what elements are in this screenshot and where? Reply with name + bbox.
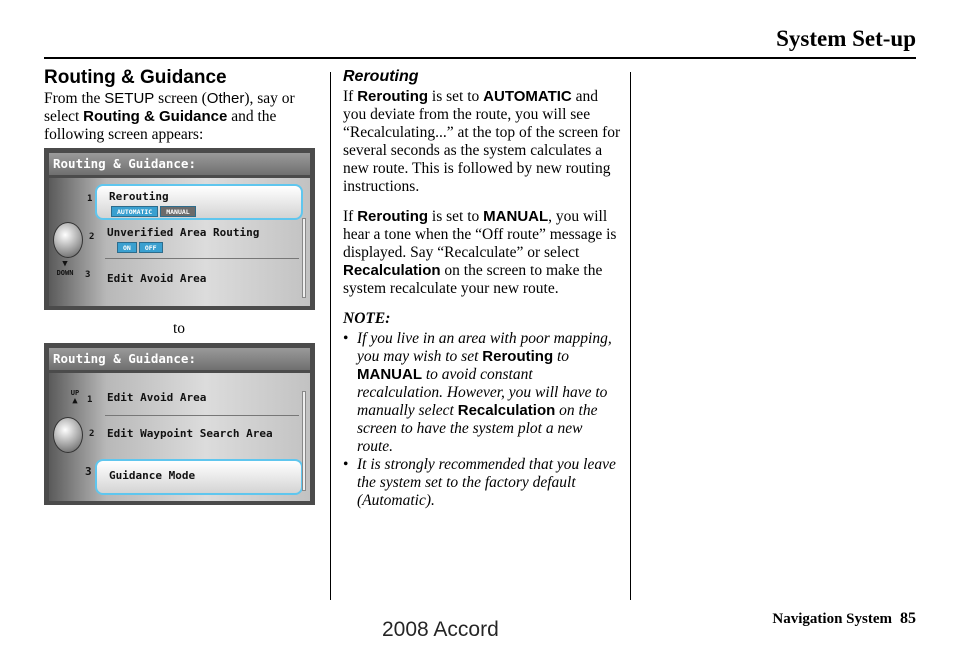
- rerouting-term: Rerouting: [482, 348, 554, 365]
- text: and you deviate from the route, you will see “Recalculating...” at the top of the screen for several seconds as the system calculates a new route. This is followed by new routing instructions.: [343, 88, 621, 195]
- interface-dial-icon: [53, 417, 83, 453]
- menu-item-label: Rerouting: [109, 190, 169, 203]
- left-column: [44, 66, 322, 144]
- rerouting-column: [343, 66, 621, 510]
- menu-item-label: Edit Avoid Area: [107, 391, 207, 404]
- manual-term: MANUAL: [483, 208, 549, 225]
- automatic-term: AUTOMATIC: [483, 88, 572, 105]
- screen-title: Routing & Guidance:: [49, 153, 310, 175]
- option-off[interactable]: OFF: [139, 242, 163, 253]
- screen-body: [49, 178, 310, 306]
- option-on[interactable]: ON: [117, 242, 137, 253]
- item-number: 3: [85, 270, 91, 280]
- item-number: 2: [89, 429, 95, 439]
- text: If you live in an area with poor mapping, you may wish to set: [357, 330, 612, 365]
- note-list: [343, 330, 621, 510]
- item-number: 1: [87, 194, 93, 204]
- scrollbar[interactable]: [302, 391, 306, 491]
- menu-item-label: Edit Avoid Area: [107, 272, 207, 285]
- intro-paragraph: [44, 90, 322, 144]
- to-label: to: [173, 320, 186, 337]
- paragraph-manual: [343, 208, 621, 298]
- page-header-title: System Set-up: [776, 26, 916, 51]
- row-divider: [105, 415, 299, 416]
- section-heading: Routing & Guidance: [44, 67, 227, 88]
- routing-guidance-term: Routing & Guidance: [83, 108, 228, 125]
- text: to: [553, 348, 570, 365]
- menu-item-label: Unverified Area Routing: [107, 226, 260, 239]
- recalculation-term: Recalculation: [343, 262, 441, 279]
- recalculation-term: Recalculation: [457, 402, 556, 419]
- text: From the: [44, 90, 105, 107]
- text: is set to: [428, 208, 484, 225]
- option-pills: [111, 206, 198, 217]
- menu-item-rerouting[interactable]: [95, 184, 303, 220]
- manual-term: MANUAL: [357, 366, 422, 383]
- down-arrow-icon: ▼ DOWN: [56, 259, 74, 277]
- text: is set to: [428, 88, 484, 105]
- interface-dial-icon: [53, 222, 83, 258]
- footer-label: Navigation System: [772, 611, 892, 627]
- note-title: NOTE:: [343, 310, 391, 327]
- rerouting-term: Rerouting: [357, 88, 429, 105]
- text: , you will hear a tone when the “Off route” message is displayed. Say “Recalculate” or select: [343, 208, 617, 261]
- menu-item-unverified-area-routing[interactable]: [95, 222, 303, 258]
- text: screen (: [154, 90, 207, 107]
- header-rule: [44, 57, 916, 59]
- text: to avoid constant recalculation. However, you will have to manually select: [357, 366, 608, 419]
- menu-item-edit-waypoint-search-area[interactable]: [95, 419, 303, 455]
- scrollbar[interactable]: [302, 218, 306, 298]
- text: If: [343, 88, 358, 105]
- watermark-text: 2008 Accord: [382, 618, 499, 641]
- rerouting-term: Rerouting: [357, 208, 429, 225]
- subsection-heading: Rerouting: [343, 68, 419, 85]
- menu-item-guidance-mode[interactable]: [95, 459, 303, 495]
- item-number: 2: [89, 232, 95, 242]
- screen-body: [49, 373, 310, 501]
- menu-item-label: Edit Waypoint Search Area: [107, 427, 273, 440]
- up-arrow-icon: UP ▲: [70, 389, 80, 406]
- text: ), say or select: [44, 90, 295, 125]
- menu-item-edit-avoid-area[interactable]: [95, 383, 303, 419]
- text: and the following screen appears:: [44, 108, 277, 143]
- routing-guidance-screen-1: [44, 148, 315, 310]
- text: on the screen to have the system plot a new route.: [357, 402, 598, 455]
- note-item: [343, 330, 621, 456]
- item-number: 1: [87, 395, 93, 405]
- screen-title: Routing & Guidance:: [49, 348, 310, 370]
- option-pills: [117, 242, 165, 253]
- menu-item-label: Guidance Mode: [109, 469, 196, 482]
- option-automatic[interactable]: AUTOMATIC: [111, 206, 158, 217]
- column-divider: [630, 72, 631, 600]
- text: on the screen to make the system recalculate your new route.: [343, 262, 603, 297]
- option-manual[interactable]: MANUAL: [160, 206, 195, 217]
- text: If: [343, 208, 358, 225]
- menu-item-edit-avoid-area[interactable]: [95, 262, 303, 298]
- page-number: 85: [900, 610, 916, 627]
- row-divider: [105, 258, 299, 259]
- paragraph-automatic: [343, 88, 621, 196]
- routing-guidance-screen-2: [44, 343, 315, 505]
- note-item: • It is strongly recommended that you leave the system set to the factory default (Automatic).: [343, 456, 621, 510]
- item-number: 3: [85, 465, 92, 478]
- other-term: Other: [206, 90, 245, 107]
- setup-term: SETUP: [104, 90, 155, 107]
- column-divider: [330, 72, 331, 600]
- page-footer: [772, 610, 916, 628]
